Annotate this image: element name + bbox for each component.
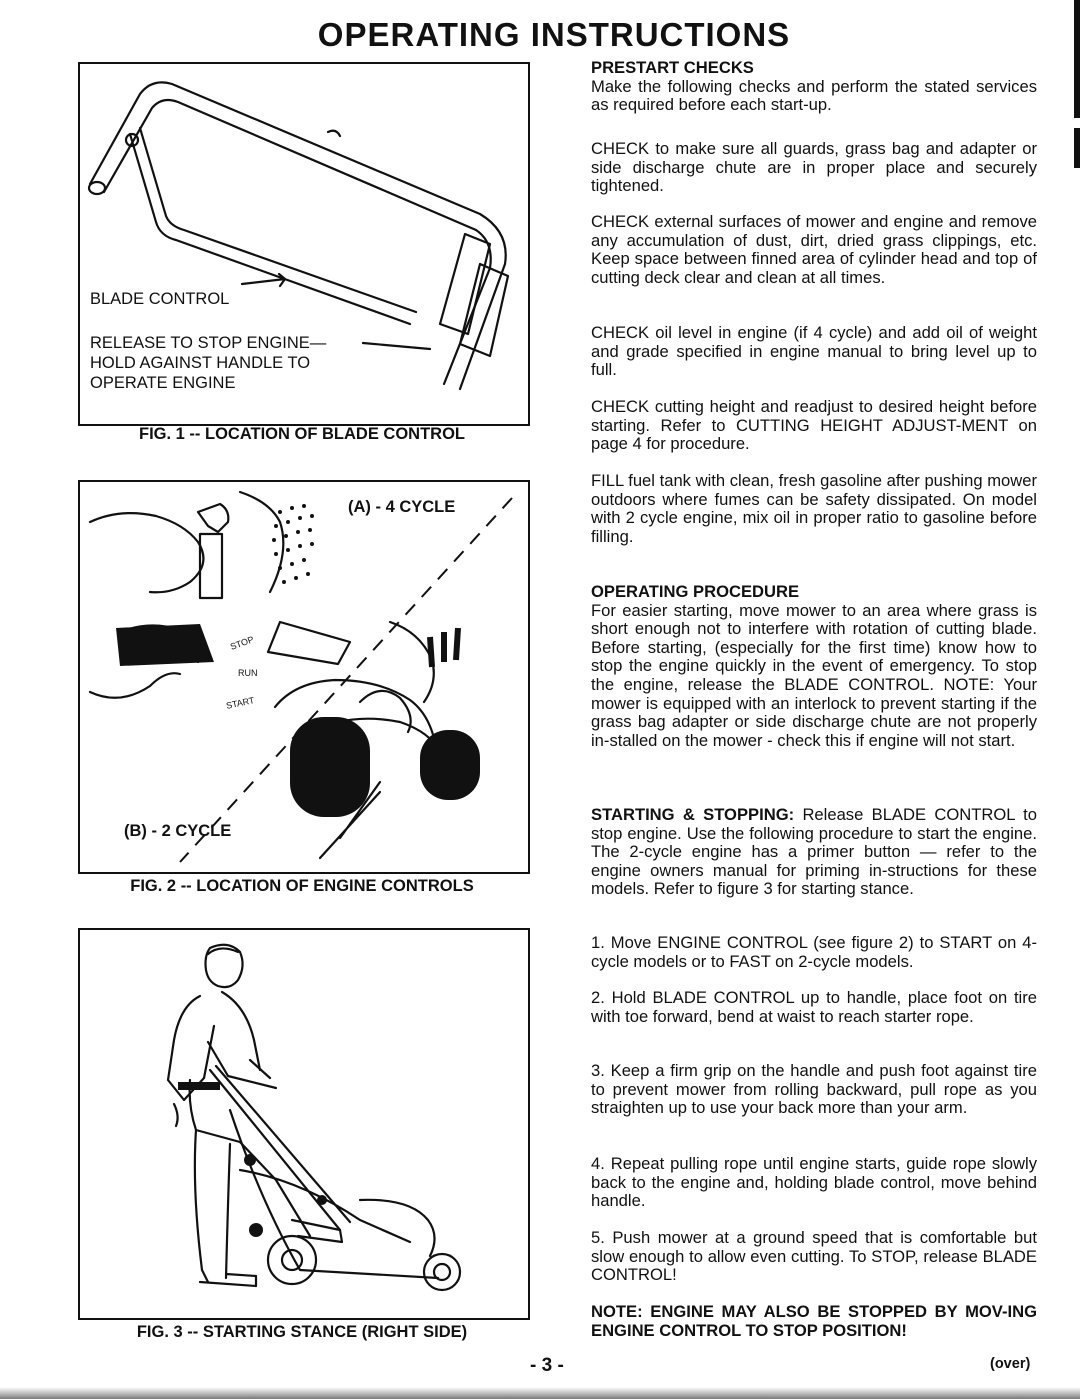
- check-guards-text: CHECK to make sure all guards, grass bag and adapter or side discharge chute are in proper place and securely tightened.: [591, 139, 1037, 196]
- starting-text: Release BLADE CONTROL to stop engine. Use the following procedure to start the engine. The 2-cycle engine has a primer button — refer to the engine owners manual for priming in-structions for these models. Refer to figure 3 for starting stance.: [591, 805, 1037, 899]
- operating-section: [591, 583, 1037, 750]
- two-cycle-label: (B) - 2 CYCLE: [124, 822, 232, 840]
- stop-mark: STOP: [228, 634, 256, 652]
- run-mark: RUN: [238, 668, 258, 678]
- fill-fuel-text: FILL fuel tank with clean, fresh gasoline after pushing mower outdoors where fumes can be safety dissipated. On model with 2 cycle engine, mix oil in proper ratio to gasoline before filling.: [591, 471, 1037, 546]
- engine-stop-note-text: NOTE: ENGINE MAY ALSO BE STOPPED BY MOV-ING ENGINE CONTROL TO STOP POSITION!: [591, 1302, 1037, 1340]
- operating-intro: For easier starting, move mower to an area where grass is short enough not to interfere with rotation of cutting blade. Before starting, (especially for the first time) know how to stop the engine quickly in the event of emergency. To stop the engine, release the BLADE CONTROL. NOTE: Your mower is equipped with an interlock to prevent starting if the grass bag adapter or side discharge chute are not properly in-stalled on the mower - check this if engine will not start.: [591, 600, 1037, 750]
- release-line-3: OPERATE ENGINE: [90, 374, 236, 392]
- starting-stance-drawing: [80, 930, 528, 1318]
- starting-stopping: [591, 806, 1037, 899]
- step-4: [591, 1155, 1037, 1211]
- page-title: OPERATING INSTRUCTIONS: [317, 16, 791, 53]
- step-2: [591, 989, 1037, 1026]
- starting-label: STARTING & STOPPING:: [591, 805, 795, 824]
- step-1: [591, 934, 1037, 971]
- check-oil-text: CHECK oil level in engine (if 4 cycle) and add oil of weight and grade specified in engine manual to bring level up to full.: [591, 323, 1037, 380]
- check-surfaces: [591, 213, 1037, 287]
- step-2-text: 2. Hold BLADE CONTROL up to handle, place foot on tire with toe forward, bend at waist to reach starter rope.: [591, 988, 1037, 1026]
- start-mark: START: [225, 695, 256, 711]
- blade-control-label: BLADE CONTROL: [90, 290, 230, 308]
- prestart-section: [591, 59, 1037, 115]
- fig3-caption: FIG. 3 -- STARTING STANCE (RIGHT SIDE): [136, 1323, 468, 1341]
- fig2-illustration: [78, 480, 530, 874]
- scan-edge-mark: [1074, 128, 1080, 168]
- engine-controls-drawing: [80, 482, 528, 872]
- step-3: [591, 1062, 1037, 1118]
- check-guards: [591, 140, 1037, 196]
- fig1-caption: FIG. 1 -- LOCATION OF BLADE CONTROL: [138, 425, 465, 443]
- check-height-text: CHECK cutting height and readjust to desired height before starting. Refer to CUTTING HEIGHT ADJUST-MENT on page 4 for procedure.: [591, 397, 1037, 454]
- check-surfaces-text: CHECK external surfaces of mower and engine and remove any accumulation of dust, dirt, dried grass clippings, etc. Keep space between finned area of cylinder head and top of cutting deck clear and clean at all times.: [591, 212, 1037, 287]
- check-oil: [591, 324, 1037, 380]
- page-number: - 3 -: [530, 1355, 564, 1376]
- operating-heading: OPERATING PROCEDURE: [591, 582, 800, 601]
- release-line-2: HOLD AGAINST HANDLE TO: [90, 354, 311, 372]
- scan-bottom-edge: [0, 1387, 1080, 1399]
- scan-edge-mark: [1074, 0, 1080, 118]
- step-4-text: 4. Repeat pulling rope until engine starts, guide rope slowly back to the engine and, holding blade control, move behind handle.: [591, 1154, 1037, 1211]
- fig2-caption: FIG. 2 -- LOCATION OF ENGINE CONTROLS: [130, 877, 474, 895]
- step-3-text: 3. Keep a firm grip on the handle and push foot against tire to prevent mower from rolling backward, pull rope as you straighten up to use your back more than your arm.: [591, 1061, 1037, 1118]
- fig3-illustration: [78, 928, 530, 1320]
- prestart-heading: PRESTART CHECKS: [591, 58, 754, 77]
- prestart-intro: Make the following checks and perform the stated services as required before each start-up.: [591, 76, 1037, 115]
- over-label: (over): [990, 1356, 1031, 1372]
- release-line-1: RELEASE TO STOP ENGINE—: [90, 334, 327, 352]
- step-5: [591, 1229, 1037, 1285]
- check-height: [591, 398, 1037, 454]
- four-cycle-label: (A) - 4 CYCLE: [348, 498, 456, 516]
- step-5-text: 5. Push mower at a ground speed that is comfortable but slow enough to allow even cutting. To STOP, release BLADE CONTROL!: [591, 1228, 1037, 1285]
- step-1-text: 1. Move ENGINE CONTROL (see figure 2) to START on 4-cycle models or to FAST on 2-cycle models.: [591, 933, 1037, 971]
- engine-stop-note: [591, 1303, 1037, 1340]
- fig1-illustration: [78, 62, 530, 426]
- fill-fuel: [591, 472, 1037, 546]
